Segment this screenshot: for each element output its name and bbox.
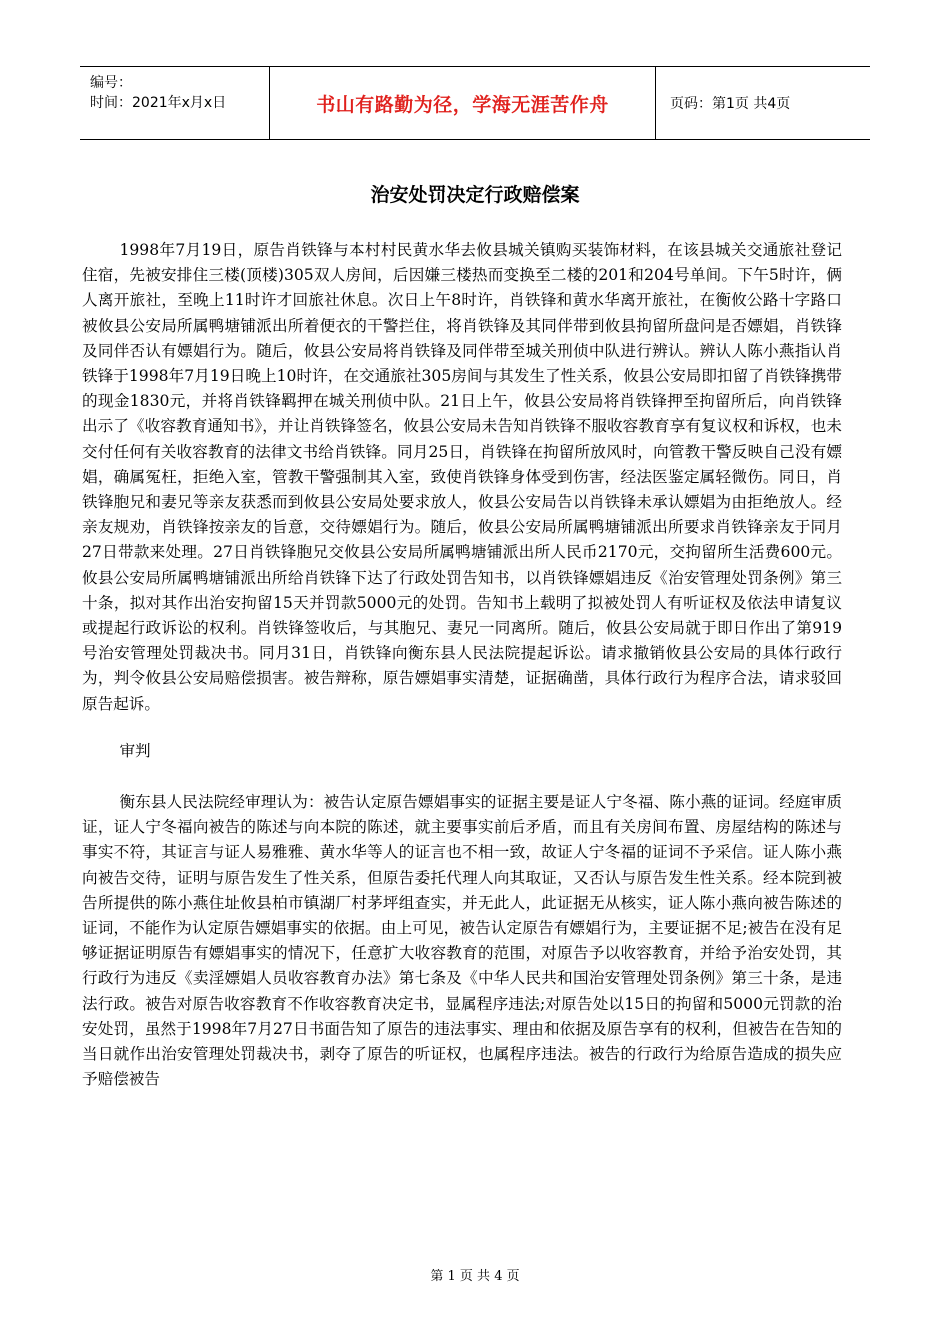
body-paragraph-facts: 1998年7月19日，原告肖铁锋与本村村民黄水华去攸县城关镇购买装饰材料，在该县城关交通旅社登记住宿，先被安排住三楼(顶楼)305双人房间，后因嫌三楼热而变换至二楼的201和204号单间。下午5时许，俩人离开旅社，至晚上11时许才回旅社休息。次日上午8时许，肖铁锋和黄水华离开旅社，在衡攸公路十字路口被攸县公安局所属鸭塘铺派出所着便衣的干警拦住，将肖铁锋及其同伴带到攸县拘留所盘问是否嫖娼，肖铁锋及同伴否认有嫖娼行为。随后，攸县公安局将肖铁锋及同伴带至城关刑侦中队进行辨认。辨认人陈小燕指认肖铁锋于1998年7月19日晚上10时许，在交通旅社305房间与其发生了性关系，攸县公安局即扣留了肖铁锋携带的现金1830元，并将肖铁锋羁押在城关刑侦中队。21日上午，攸县公安局将肖铁锋押至拘留所后，向肖铁锋出示了《收容教育通知书》，并让肖铁锋签名，攸县公安局未告知肖铁锋不服收容教育享有复议权和诉权，也未交付任何有关收容教育的法律文书给肖铁锋。同月25日，肖铁锋在拘留所放风时，向管教干警反映自己没有嫖娼，确属冤枉，拒绝入室，管教干警强制其入室，致使肖铁锋身体受到伤害，经法医鉴定属轻微伤。同日，肖铁锋胞兄和妻兄等亲友获悉而到攸县公安局处要求放人，攸县公安局告以肖铁锋未承认嫖娼为由拒绝放人。经亲友规劝，肖铁锋按亲友的旨意，交待嫖娼行为。随后，攸县公安局所属鸭塘铺派出所要求肖铁锋亲友于同月27日带款来处理。27日肖铁锋胞兄交攸县公安局所属鸭塘铺派出所人民币2170元，交拘留所生活费600元。攸县公安局所属鸭塘铺派出所给肖铁锋下达了行政处罚告知书，以肖铁锋嫖娼违反《治安管理处罚条例》第三十条，拟对其作出治安拘留15天并罚款5000元的处罚。告知书上载明了拟被处罚人有听证权及依法申请复议或提起行政诉讼的权利。肖铁锋签收后，与其胞兄、妻兄一同离所。随后，攸县公安局就于即日作出了第919号治安管理处罚裁决书。同月31日，肖铁锋向衡东县人民法院提起诉讼。请求撤销攸县公安局的具体行政行为，判令攸县公安局赔偿损害。被告辩称，原告嫖娼事实清楚，证据确凿，具体行政行为程序合法，请求驳回原告起诉。	[82, 241, 842, 713]
body-paragraph-judgment: 衡东县人民法院经审理认为：被告认定原告嫖娼事实的证据主要是证人宁冬福、陈小燕的证词。经庭审质证，证人宁冬福向被告的陈述与向本院的陈述，就主要事实前后矛盾，而且有关房间布置、房屋结构的陈述与事实不符，其证言与证人易雅雅、黄水华等人的证言也不相一致，故证人宁冬福的证词不予采信。证人陈小燕向被告交待，证明与原告发生了性关系，但原告委托代理人向其取证，又否认与原告发生性关系。经本院到被告所提供的陈小燕住址攸县柏市镇湖厂村茅坪组查实，并无此人，此证据无从核实，证人陈小燕向被告陈述的证词，不能作为认定原告嫖娼事实的依据。由上可见，被告认定原告有嫖娼行为，主要证据不足;被告在没有足够证据证明原告有嫖娼事实的情况下，任意扩大收容教育的范围，对原告予以收容教育，并给予治安处罚，其行政行为违反《卖淫嫖娼人员收容教育办法》第七条及《中华人民共和国治安管理处罚条例》第三十条，是违法行政。被告对原告收容教育不作收容教育决定书，显属程序违法;对原告处以15日的拘留和5000元罚款的治安处罚，虽然于1998年7月27日书面告知了原告的违法事实、理由和依据及原告享有的权利，但被告在告知的当日就作出治安管理处罚裁决书，剥夺了原告的听证权，也属程序违法。被告的行政行为给原告造成的损失应予赔偿被告	[82, 793, 842, 1089]
document-time-label: 时间：2021年x月x日	[90, 95, 227, 111]
header-motto: 书山有路勤为径，学海无涯苦作舟	[270, 67, 656, 139]
document-title: 治安处罚决定行政赔偿案	[370, 184, 580, 206]
header-page-label: 页码：第1页 共4页	[670, 96, 791, 112]
header-meta	[80, 67, 270, 139]
page-footer: 第 1 页 共 4 页	[430, 1269, 520, 1284]
document-header	[80, 66, 870, 140]
section-heading-trial: 审判	[119, 741, 151, 760]
document-number-label: 编号：	[90, 75, 132, 91]
document-body	[82, 238, 842, 1093]
